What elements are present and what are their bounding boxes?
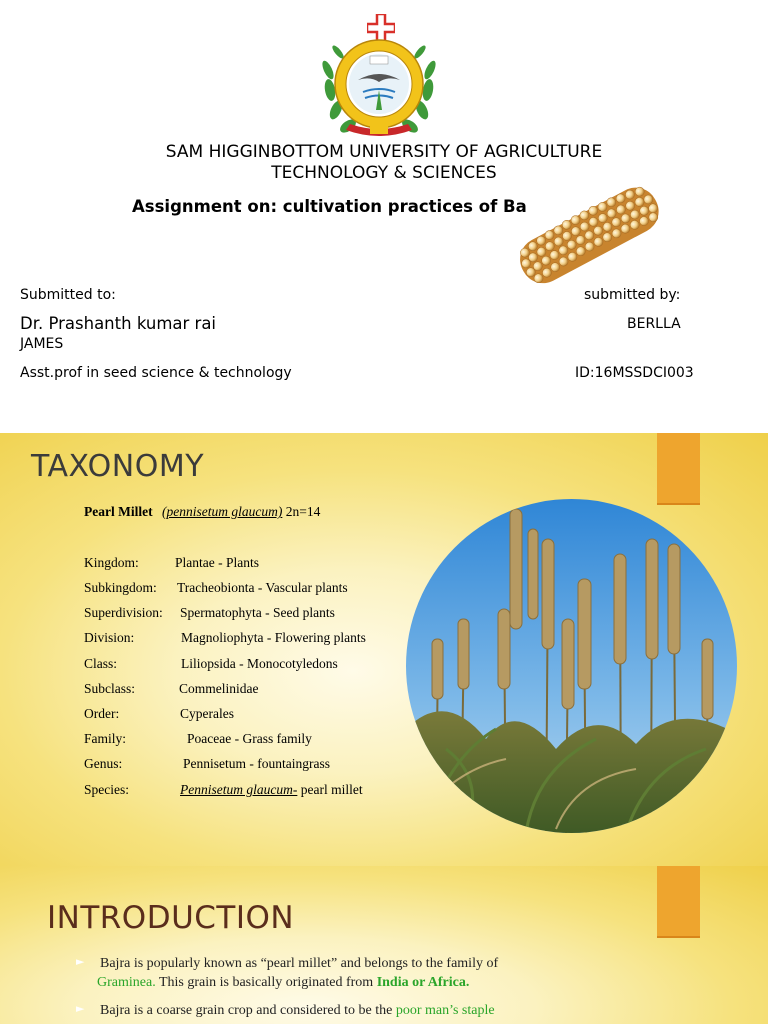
taxonomy-value: Poaceae - Grass family	[187, 731, 312, 746]
family-name: Graminea.	[97, 975, 156, 990]
introduction-slide	[0, 866, 768, 1024]
taxonomy-value: Plantae - Plants	[175, 555, 259, 570]
student-id: ID:16MSSDCI003	[575, 365, 694, 381]
taxonomy-label: Superdivision:	[84, 605, 163, 620]
taxonomy-row	[84, 731, 312, 747]
taxonomy-row	[84, 782, 363, 798]
taxonomy-value	[180, 782, 363, 798]
taxonomy-value: Pennisetum - fountaingrass	[183, 756, 330, 771]
title-slide	[0, 0, 768, 433]
taxonomy-value: Cyperales	[180, 706, 234, 721]
origin-place: India or Africa.	[376, 975, 470, 990]
pearl-millet-cob-image	[508, 175, 668, 290]
staple-phrase: poor man’s staple	[395, 1003, 495, 1018]
common-name: Pearl Millet	[84, 504, 153, 519]
taxonomy-row	[84, 630, 366, 646]
taxonomy-row	[84, 681, 259, 697]
intro-bullet-1-line-1: Bajra is popularly known as “pearl millet” and belongs to the family of	[100, 956, 499, 971]
university-name-line-1: SAM HIGGINBOTTOM UNIVERSITY OF AGRICULTURE	[165, 142, 603, 162]
taxonomy-value: Commelinidae	[179, 681, 259, 696]
pearl-millet-field-photo	[406, 499, 737, 833]
assignment-title: Assignment on: cultivation practices of Ba	[132, 197, 527, 216]
taxonomy-label: Division:	[84, 630, 135, 645]
accent-tab	[657, 433, 700, 505]
scientific-name: (pennisetum glaucum)	[161, 504, 283, 519]
submitted-to-label: Submitted to:	[20, 287, 116, 303]
university-seal-logo	[318, 30, 440, 142]
taxonomy-label: Subclass:	[84, 681, 136, 696]
taxonomy-row	[84, 605, 335, 621]
taxonomy-row	[84, 555, 259, 571]
taxonomy-row	[84, 706, 234, 722]
grain-description: Bajra is a coarse grain crop and considered to be the	[100, 1003, 396, 1018]
intro-bullet-1-line-2	[97, 975, 469, 991]
taxonomy-title: TAXONOMY	[31, 449, 205, 484]
taxonomy-value: Liliopsida - Monocotyledons	[181, 656, 338, 671]
student-name-last: JAMES	[20, 336, 64, 352]
submitted-by-label: submitted by:	[584, 287, 681, 303]
university-name-line-2: TECHNOLOGY & SCIENCES	[271, 163, 497, 183]
accent-tab	[657, 866, 700, 938]
intro-bullet-2-line-1	[100, 1003, 495, 1019]
professor-name: Dr. Prashanth kumar rai	[20, 314, 217, 333]
taxonomy-heading	[84, 504, 320, 520]
species-italic: Pennisetum glaucum-	[180, 782, 298, 797]
taxonomy-value: Tracheobionta - Vascular plants	[177, 580, 348, 595]
taxonomy-label: Species:	[84, 782, 129, 797]
taxonomy-row	[84, 756, 330, 772]
taxonomy-label: Genus:	[84, 756, 123, 771]
taxonomy-label: Kingdom:	[84, 555, 139, 570]
taxonomy-value: Spermatophyta - Seed plants	[180, 605, 335, 620]
taxonomy-row	[84, 656, 338, 672]
taxonomy-value: Magnoliophyta - Flowering plants	[181, 630, 366, 645]
taxonomy-label: Subkingdom:	[84, 580, 157, 595]
taxonomy-label: Order:	[84, 706, 120, 721]
taxonomy-slide	[0, 433, 768, 866]
taxonomy-label: Family:	[84, 731, 127, 746]
origin-text: This grain is basically originated from	[155, 975, 377, 990]
species-common: pearl millet	[297, 782, 363, 797]
taxonomy-label: Class:	[84, 656, 118, 671]
taxonomy-row	[84, 580, 348, 596]
professor-role: Asst.prof in seed science & technology	[20, 365, 292, 381]
student-name-first: BERLLA	[627, 316, 681, 332]
introduction-title: INTRODUCTION	[47, 900, 295, 936]
bullet-arrow-icon: ►	[76, 955, 85, 968]
chromosome-count: 2n=14	[282, 504, 321, 519]
bullet-arrow-icon: ►	[76, 1002, 85, 1015]
